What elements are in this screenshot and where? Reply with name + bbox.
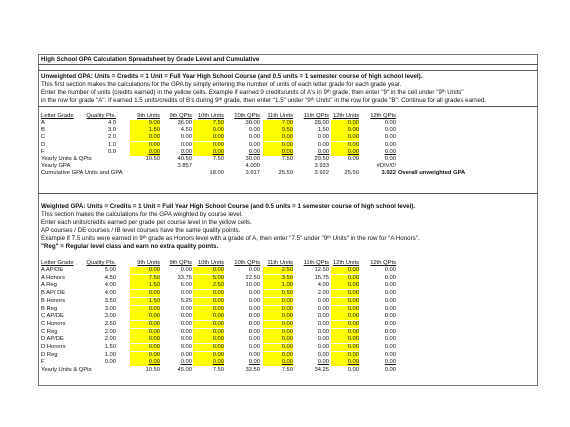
column-header: 11th QPts [303, 260, 329, 266]
table-cell[interactable]: 0.00 [130, 134, 160, 141]
table-cell: 0.00 [317, 305, 329, 312]
table-cell: 0.00 [180, 320, 192, 327]
letter-grade-label: C AP/DE [41, 313, 64, 320]
table-cell[interactable]: 0.00 [193, 298, 224, 305]
yearly-total: 29.50 [314, 156, 329, 162]
table-cell: 0.00 [180, 148, 192, 155]
table-cell[interactable]: 0.00 [193, 127, 224, 134]
table-cell[interactable]: 5.00 [193, 275, 224, 282]
reg-note: "Reg" = Regular level class and earn no extra quality points. [41, 243, 219, 250]
table-cell[interactable]: 0.00 [263, 134, 293, 141]
column-header: Letter Grade [41, 260, 74, 266]
table-cell: 0.00 [180, 351, 192, 358]
table-cell[interactable]: 0.00 [130, 290, 160, 297]
table-cell: 0.00 [384, 344, 396, 350]
table-cell[interactable]: 0.00 [331, 149, 359, 156]
yearly-gpa: #DIV/0! [376, 163, 396, 170]
sheet-title: High School GPA Calculation Spreadsheet by Grade Level and Cumulative [41, 56, 260, 63]
table-cell: 0.00 [384, 359, 396, 366]
table-cell: 0.00 [180, 328, 192, 335]
table-cell[interactable]: 0.00 [130, 344, 160, 351]
column-header: 11th QPts [303, 113, 329, 119]
table-cell: 0.00 [384, 305, 396, 312]
yearly-total: 0.00 [384, 367, 396, 374]
table-cell[interactable]: 0.00 [263, 306, 293, 313]
table-cell: 0.00 [317, 344, 329, 350]
unweighted-note-1: This first section makes the calculations for the GPA by simply entering the number of units of each letter grade for each grade year. [41, 81, 402, 88]
table-cell: 2.00 [104, 328, 116, 335]
table-cell[interactable]: 0.00 [331, 275, 359, 282]
table-cell: 0.00 [180, 305, 192, 312]
overall-gpa-value: 3.922 [381, 170, 396, 177]
table-cell[interactable]: 3.50 [263, 275, 293, 282]
table-cell: 4.00 [104, 282, 116, 289]
letter-grade-label: D Honors [41, 344, 66, 350]
table-cell[interactable]: 0.00 [263, 336, 293, 343]
table-cell: 0.00 [317, 297, 329, 304]
table-cell: 0.00 [248, 351, 260, 358]
cumulative-gpa: 3.917 [245, 170, 260, 177]
table-cell[interactable]: 1.50 [130, 298, 160, 305]
cumulative-units: 18.00 [209, 170, 224, 177]
table-cell[interactable]: 9.00 [130, 120, 160, 127]
table-cell[interactable]: 1.00 [263, 282, 293, 289]
table-cell[interactable]: 0.00 [263, 149, 293, 156]
table-cell[interactable]: 0.00 [331, 336, 359, 343]
table-cell[interactable]: 0.00 [193, 352, 224, 359]
weighted-note-1: This section makes the calculations for the GPA weighted by course level. [41, 211, 243, 218]
yearly-total: 0.00 [347, 156, 359, 162]
table-cell[interactable]: 7.50 [130, 275, 160, 282]
letter-grade-label: A [41, 120, 45, 126]
table-cell: 0.00 [317, 336, 329, 343]
table-cell[interactable]: 1.50 [130, 282, 160, 289]
table-cell: 0.00 [248, 127, 260, 134]
column-header: 11th Units [267, 260, 293, 266]
yearly-total: 7.50 [281, 367, 293, 374]
letter-grade-label: A Reg [41, 282, 57, 289]
column-header: Quality Pts. [86, 260, 116, 266]
table-cell[interactable]: 0.00 [263, 359, 293, 366]
table-cell[interactable]: 0.00 [193, 359, 224, 366]
table-cell[interactable]: 0.00 [263, 298, 293, 305]
table-cell: 2.00 [104, 336, 116, 343]
table-cell: 0.00 [317, 141, 329, 148]
table-cell[interactable]: 0.00 [263, 321, 293, 328]
table-cell: 0.00 [180, 290, 192, 297]
table-cell[interactable]: 0.00 [193, 336, 224, 343]
table-cell[interactable]: 0.00 [263, 142, 293, 149]
table-cell[interactable]: 0.00 [331, 142, 359, 149]
table-cell[interactable]: 0.00 [263, 313, 293, 320]
table-cell[interactable]: 1.50 [130, 127, 160, 134]
table-cell: 0.00 [384, 290, 396, 297]
table-cell: 0.00 [384, 313, 396, 320]
column-header: Quality Pts. [86, 113, 116, 119]
column-header: 10th QPts [234, 260, 260, 266]
table-cell: 10.00 [245, 282, 260, 289]
table-cell: 33.75 [177, 274, 192, 281]
table-cell: 15.75 [314, 274, 329, 281]
table-cell[interactable]: 0.00 [193, 344, 224, 351]
column-header: 9th Units [137, 260, 160, 266]
table-cell: 5.25 [180, 297, 192, 304]
table-cell[interactable]: 0.00 [193, 321, 224, 328]
table-cell: 0.00 [248, 336, 260, 343]
letter-grade-label: F [41, 359, 45, 366]
letter-grade-label: A AP/DE [41, 267, 64, 273]
table-cell: 0.00 [384, 134, 396, 141]
table-cell: 0.00 [384, 274, 396, 281]
letter-grade-label: F [41, 148, 45, 155]
table-cell: 0.00 [384, 148, 396, 155]
table-cell[interactable]: 0.00 [331, 267, 359, 274]
table-cell: 0.00 [104, 359, 116, 366]
table-cell: 0.00 [180, 336, 192, 343]
letter-grade-label: C Honors [41, 320, 66, 327]
weighted-note-4: Example if 7.5 units were earned in 9ᵗʰ grade as Honors level with a grade of A, then enter "7.5" under "9ᵗʰ Units" in the row for "A Honors". [41, 235, 420, 242]
table-cell: 0.00 [180, 313, 192, 320]
yearly-label: Yearly Units & QPts [41, 156, 92, 162]
letter-grade-label: B [41, 127, 45, 134]
table-cell[interactable]: 2.50 [193, 282, 224, 289]
yearly-total: 45.00 [177, 367, 192, 374]
table-cell[interactable]: 0.00 [193, 329, 224, 336]
table-cell: 12.50 [314, 267, 329, 273]
table-cell[interactable]: 0.00 [331, 321, 359, 328]
table-cell: 3.00 [104, 313, 116, 320]
table-cell: 0.00 [384, 336, 396, 343]
table-cell: 4.00 [317, 282, 329, 289]
table-cell: 0.00 [317, 320, 329, 327]
column-header: 12th Units [332, 113, 359, 119]
table-cell: 0.00 [248, 267, 260, 273]
column-header: 12th Units [332, 260, 359, 266]
table-cell[interactable]: 0.00 [193, 149, 224, 156]
table-cell[interactable]: 0.00 [331, 282, 359, 289]
table-cell: 4.0 [107, 120, 116, 126]
table-cell: 0.00 [384, 127, 396, 134]
yearly-total: 32.50 [245, 367, 260, 374]
cumulative-units: 25.50 [278, 170, 293, 177]
yearly-gpa: 3.857 [177, 163, 192, 170]
table-cell: 28.00 [314, 120, 329, 126]
table-cell[interactable]: 0.00 [193, 290, 224, 297]
table-cell: 0.00 [384, 120, 396, 126]
table-cell: 2.50 [104, 320, 116, 327]
table-cell: 1.50 [104, 344, 116, 350]
unweighted-heading: Unweighted GPA: Units = Credits = 1 Unit = Full Year High School Course (and 0.5 units = 1 semester course of high school level). [41, 73, 423, 80]
table-cell: 5.00 [104, 267, 116, 273]
table-cell: 3.50 [104, 297, 116, 304]
table-cell[interactable]: 0.00 [331, 298, 359, 305]
table-cell: 2.0 [107, 134, 116, 141]
table-cell: 0.00 [248, 148, 260, 155]
letter-grade-label: C [41, 134, 46, 141]
table-cell[interactable]: 0.50 [263, 127, 293, 134]
weighted-note-2: Enter each units/credits earned per grade per course level in the yellow cells. [41, 219, 252, 226]
table-cell: 22.50 [245, 274, 260, 281]
table-cell: 0.00 [248, 305, 260, 312]
table-cell: 0.00 [384, 282, 396, 289]
yearly-gpa: 3.933 [314, 163, 329, 170]
table-cell[interactable]: 0.00 [331, 290, 359, 297]
table-cell: 0.00 [317, 359, 329, 366]
table-cell[interactable]: 0.00 [331, 329, 359, 336]
table-cell[interactable]: 0.00 [331, 127, 359, 134]
yearly-total: 7.50 [212, 367, 224, 374]
table-cell: 36.00 [177, 120, 192, 126]
table-cell[interactable]: 0.00 [130, 321, 160, 328]
yearly-total: 0.00 [347, 367, 359, 374]
table-cell[interactable]: 0.00 [130, 149, 160, 156]
table-cell[interactable]: 0.00 [331, 352, 359, 359]
yearly-gpa-label: Yearly GPA [41, 163, 71, 170]
table-cell: 1.0 [107, 141, 116, 148]
table-cell[interactable]: 0.00 [193, 313, 224, 320]
table-cell[interactable]: 0.00 [130, 313, 160, 320]
table-cell: 1.00 [104, 351, 116, 358]
table-cell: 0.00 [384, 297, 396, 304]
table-cell: 0.0 [107, 148, 116, 155]
yearly-total: 0.00 [384, 156, 396, 162]
table-cell: 0.00 [384, 328, 396, 335]
table-cell: 0.00 [180, 359, 192, 366]
column-header: 9th QPts [169, 113, 192, 119]
table-cell[interactable]: 0.00 [130, 267, 160, 274]
table-cell[interactable]: 0.00 [331, 344, 359, 351]
table-cell: 0.00 [248, 134, 260, 141]
column-header: 10th QPts [234, 113, 260, 119]
yearly-total: 7.50 [281, 156, 293, 162]
table-cell: 1.50 [317, 127, 329, 134]
table-cell[interactable]: 0.00 [331, 134, 359, 141]
cumulative-gpa: 3.922 [314, 170, 329, 177]
table-cell: 4.00 [104, 290, 116, 297]
table-cell: 0.00 [384, 351, 396, 358]
table-cell[interactable]: 0.00 [331, 306, 359, 313]
column-header: 9th QPts [169, 260, 192, 266]
table-cell: 0.00 [180, 134, 192, 141]
column-header: 10th Units [197, 260, 224, 266]
yearly-total: 40.50 [177, 156, 192, 162]
table-cell[interactable]: 0.00 [193, 306, 224, 313]
table-cell: 0.00 [317, 148, 329, 155]
column-header: 12th QPts [370, 113, 396, 119]
table-cell: 0.00 [180, 344, 192, 350]
table-cell[interactable]: 0.00 [331, 313, 359, 320]
table-cell: 0.00 [180, 141, 192, 148]
table-cell[interactable]: 0.00 [130, 336, 160, 343]
column-header: 12th QPts [370, 260, 396, 266]
table-cell: 0.00 [248, 141, 260, 148]
table-cell[interactable]: 0.00 [263, 329, 293, 336]
unweighted-note-3: in the row for grade "A". If earned 1.5 units/credits of B's during 9ᵗʰ grade, then enter "1.5" under "9ᵗʰ Units" in the row for grade "B". Continue for all grades earned. [41, 97, 487, 104]
table-cell: 30.00 [245, 120, 260, 126]
table-cell: 0.00 [248, 313, 260, 320]
weighted-note-3: AP courses / DE courses / IB level courses have the same quality points. [41, 227, 241, 234]
table-cell: 2.00 [317, 290, 329, 297]
column-header: Letter Grade [41, 113, 74, 119]
column-header: 11th Units [267, 113, 293, 119]
table-cell[interactable]: 0.00 [130, 329, 160, 336]
table-cell[interactable]: 0.00 [263, 344, 293, 351]
yearly-total: 7.50 [212, 156, 224, 162]
cumulative-label: Cumulative GPA Units and GPA [41, 170, 123, 177]
yearly-label: Yearly Units & QPts [41, 367, 92, 374]
letter-grade-label: B Honors [41, 297, 66, 304]
yearly-total: 30.00 [245, 156, 260, 162]
overall-gpa-label: Overall unweighted GPA [398, 170, 466, 177]
table-cell[interactable]: 0.00 [331, 120, 359, 127]
table-cell[interactable]: 0.00 [193, 134, 224, 141]
letter-grade-label: A Honors [41, 274, 65, 281]
yearly-total: 10.50 [145, 367, 160, 374]
yearly-gpa: 4.000 [245, 163, 260, 170]
table-cell[interactable]: 0.00 [331, 359, 359, 366]
yearly-total: 10.50 [145, 156, 160, 162]
table-cell: 0.00 [317, 351, 329, 358]
table-cell[interactable]: 0.00 [263, 352, 293, 359]
table-cell: 0.00 [384, 141, 396, 148]
table-cell[interactable]: 0.00 [193, 142, 224, 149]
column-header: 10th Units [197, 113, 224, 119]
table-cell: 3.00 [104, 305, 116, 312]
weighted-heading: Weighted GPA: Units = Credits = 1 Unit = Full Year High School Course (and 0.5 units = 1 semester course of high school level). [41, 203, 416, 210]
table-cell: 3.0 [107, 127, 116, 134]
yearly-total: 34.25 [314, 367, 329, 374]
table-cell: 0.00 [317, 313, 329, 320]
letter-grade-label: D Reg [41, 351, 58, 358]
table-cell: 6.00 [180, 282, 192, 289]
table-cell: 0.00 [317, 328, 329, 335]
table-cell: 0.00 [317, 134, 329, 141]
table-cell: 0.00 [384, 267, 396, 273]
table-cell: 0.00 [248, 344, 260, 350]
letter-grade-label: B AP/ DE [41, 290, 66, 297]
unweighted-note-2: Enter the number of units (credits earned) in the yellow cells. Example if earned 9 credits/units of A's in 9ᵗʰ grade, then enter "9" in the cell under "9ᵗʰ Units" [41, 89, 464, 96]
letter-grade-label: D AP/DE [41, 336, 64, 343]
table-cell: 0.00 [248, 359, 260, 366]
table-cell[interactable]: 0.00 [130, 142, 160, 149]
table-cell: 0.00 [248, 328, 260, 335]
table-cell: 0.00 [248, 290, 260, 297]
table-cell[interactable]: 0.00 [130, 306, 160, 313]
table-cell[interactable]: 2.50 [263, 267, 293, 274]
table-cell: 0.00 [384, 320, 396, 327]
table-cell[interactable]: 0.00 [193, 267, 224, 274]
letter-grade-label: B Reg [41, 305, 58, 312]
table-cell[interactable]: 7.00 [263, 120, 293, 127]
column-header: 9th Units [137, 113, 160, 119]
table-cell: 4.50 [104, 274, 116, 281]
table-cell: 0.00 [248, 297, 260, 304]
table-cell[interactable]: 0.50 [263, 290, 293, 297]
table-cell[interactable]: 7.50 [193, 120, 224, 127]
letter-grade-label: C Reg [41, 328, 58, 335]
table-cell[interactable]: 0.00 [130, 359, 160, 366]
letter-grade-label: D [41, 141, 46, 148]
table-cell: 4.50 [180, 127, 192, 134]
table-cell[interactable]: 0.00 [130, 352, 160, 359]
cumulative-units: 25.50 [344, 170, 359, 177]
table-cell: 0.00 [248, 320, 260, 327]
table-cell: 0.00 [180, 267, 192, 273]
